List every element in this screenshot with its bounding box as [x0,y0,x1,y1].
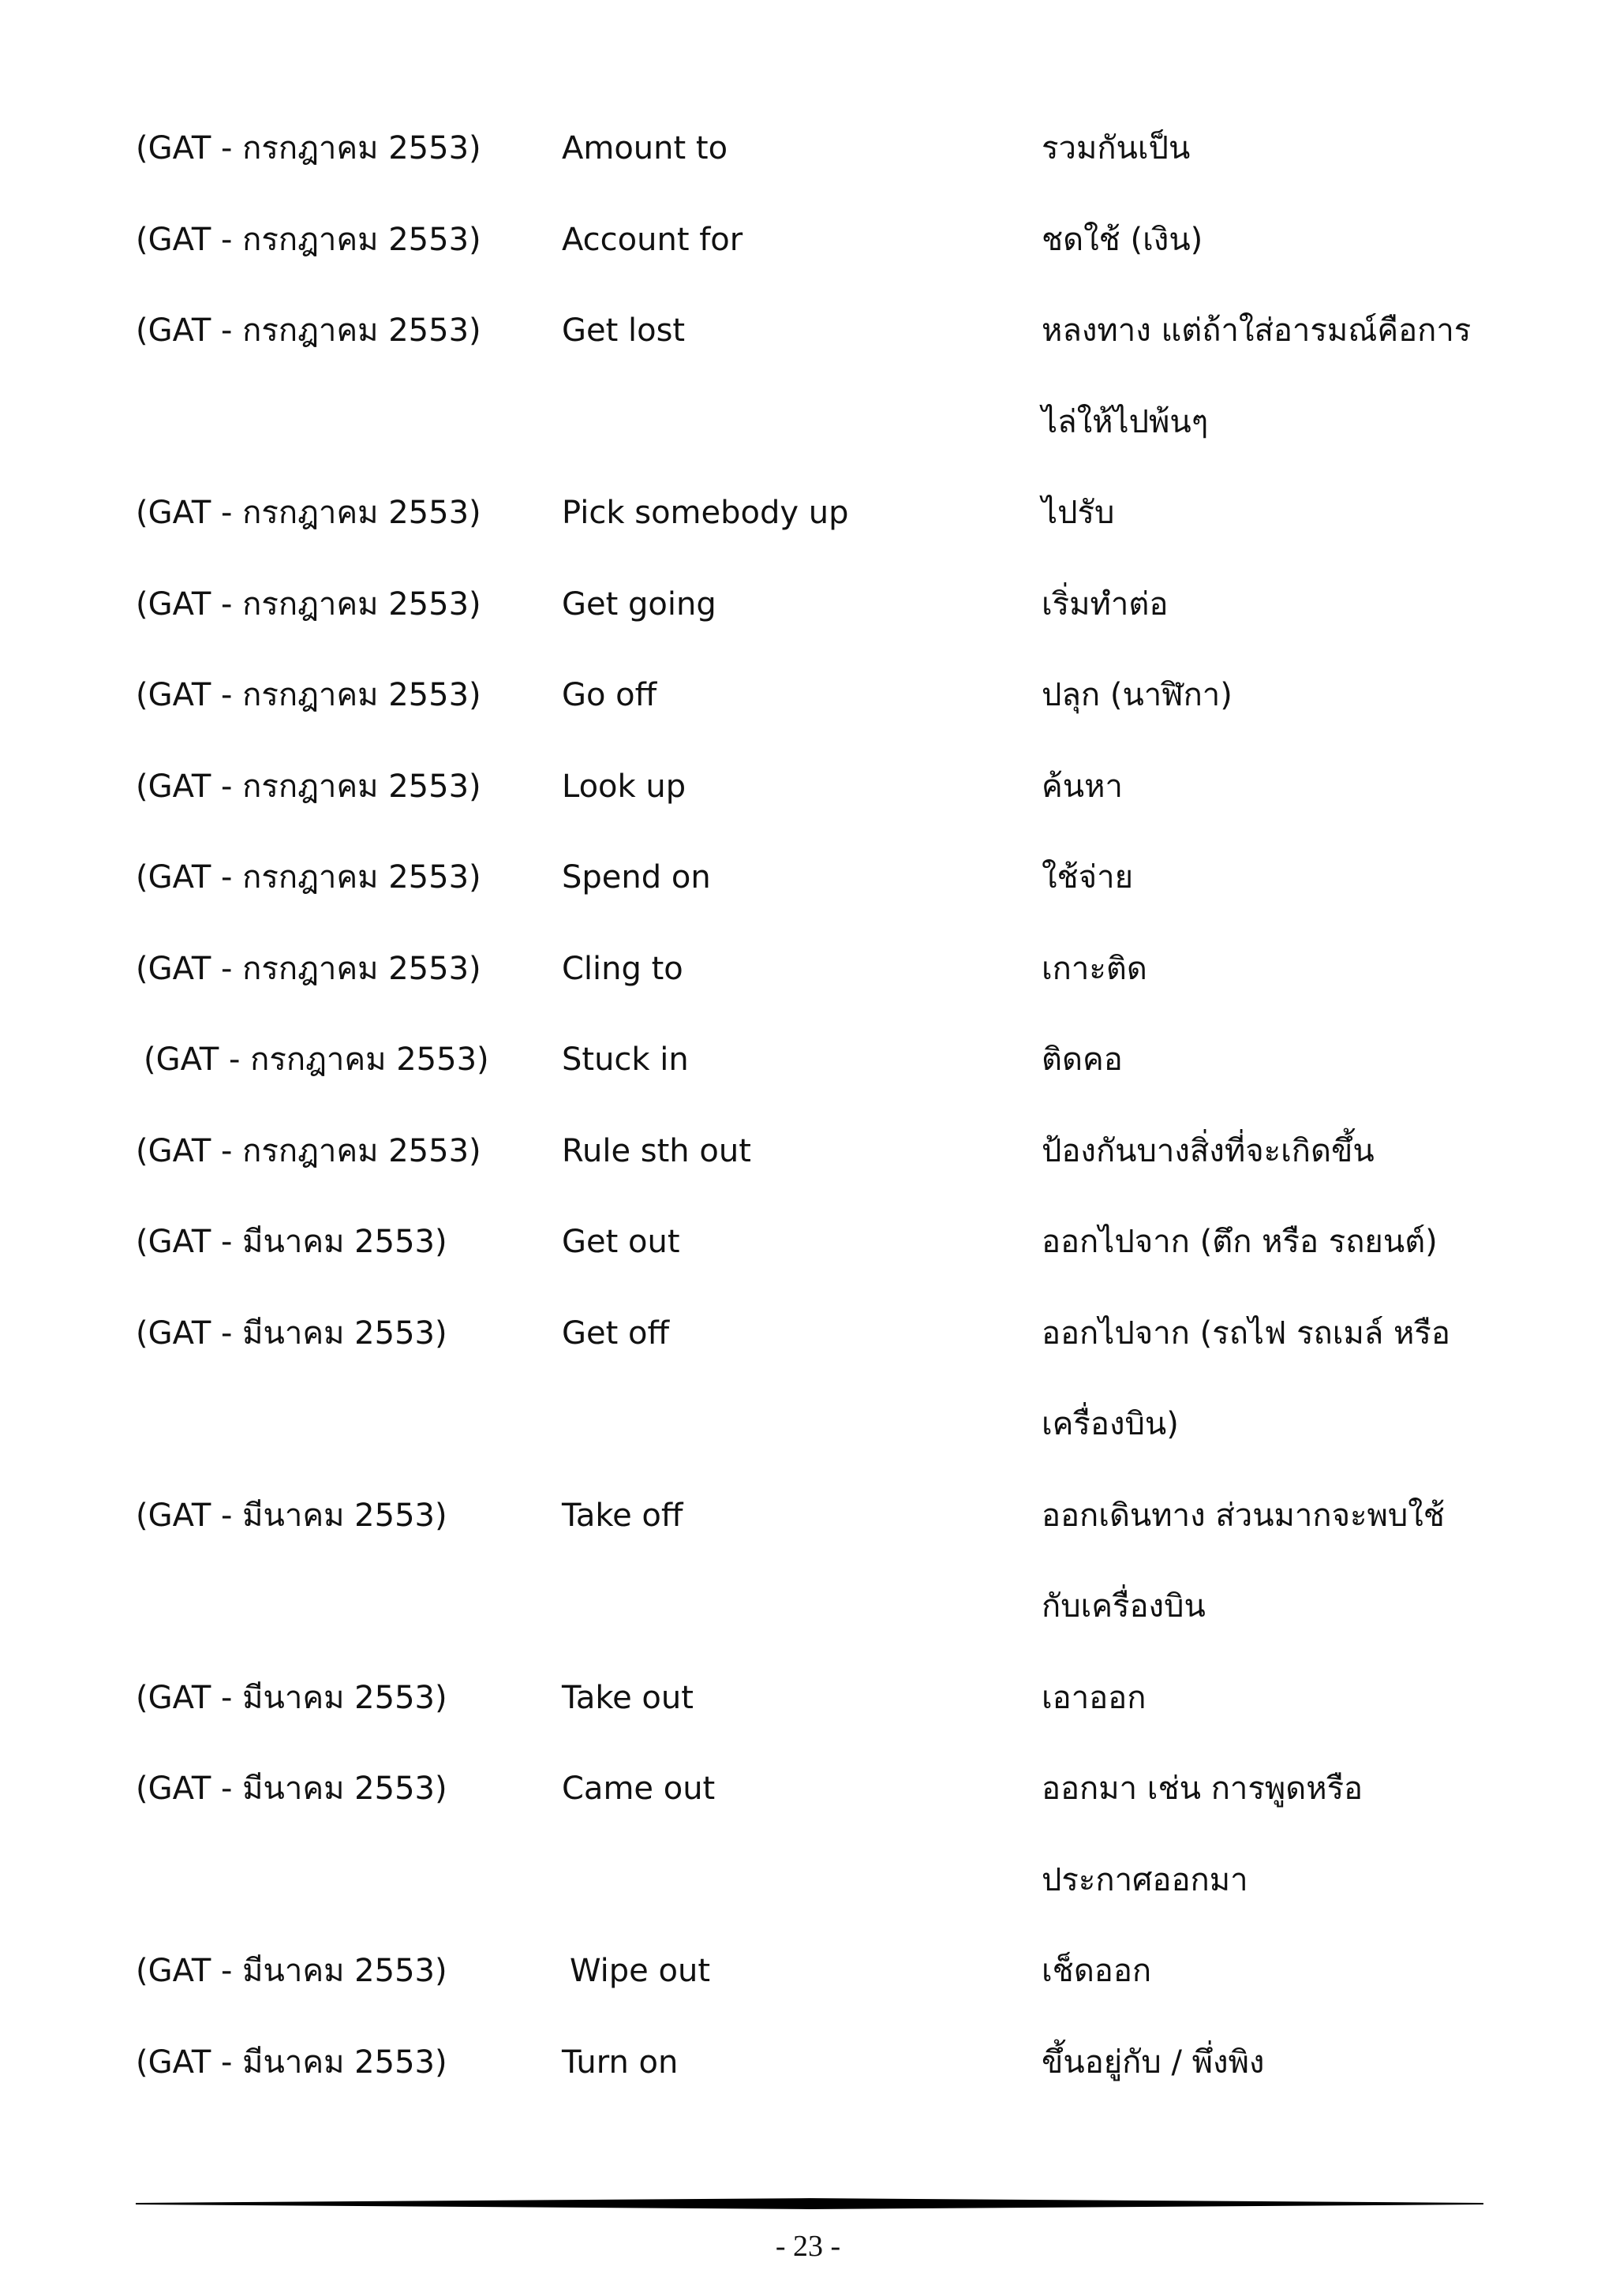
table-row [0,741,1616,832]
entry-source: (GAT - กรกฎาคม 2553) [136,1132,481,1169]
entry-source: (GAT - กรกฎาคม 2553) [136,585,481,623]
entry-phrase: Turn on [562,2044,679,2081]
entry-phrase: Rule sth out [562,1132,751,1169]
page-number: - 23 - [775,2230,841,2263]
table-row [0,1925,1616,2017]
entry-meaning-continuation: ไล่ให้ไปพ้นๆ [1042,403,1209,440]
entry-meaning: ออกเดินทาง ส่วนมากจะพบใช้ [1042,1497,1445,1534]
footer-rule [136,2195,1483,2212]
entry-meaning: เริ่มทำต่อ [1042,585,1169,623]
entry-source: (GAT - มีนาคม 2553) [136,1224,447,1260]
entry-phrase: Take off [562,1497,683,1534]
table-row [0,1105,1616,1197]
entry-meaning: รวมกันเป็น [1042,130,1191,166]
entry-meaning: ออกไปจาก (รถไฟ รถเมล์ หรือ [1042,1314,1450,1352]
entry-meaning: หลงทาง แต่ถ้าใส่อารมณ์คือการ [1042,312,1472,349]
table-row [0,2017,1616,2108]
table-row-continuation [0,376,1616,468]
table-row [0,1014,1616,1105]
entry-source: (GAT - กรกฎาคม 2553) [144,1041,489,1078]
table-row-continuation [0,1378,1616,1470]
entry-phrase: Wipe out [570,1953,711,1989]
entry-source: (GAT - มีนาคม 2553) [136,1497,447,1534]
table-row-continuation [0,1834,1616,1926]
entry-meaning: เช็ดออก [1042,1953,1152,1989]
entry-meaning-continuation: ประกาศออกมา [1042,1861,1248,1898]
table-row [0,285,1616,376]
entry-source: (GAT - กรกฎาคม 2553) [136,130,481,166]
entry-meaning: ออกไปจาก (ตึก หรือ รถยนต์) [1042,1224,1438,1260]
entry-meaning: ติดคอ [1042,1041,1123,1078]
entry-source: (GAT - กรกฎาคม 2553) [136,859,481,896]
table-row [0,923,1616,1015]
entry-phrase: Get going [562,585,716,623]
entry-phrase: Amount to [562,130,728,166]
entry-phrase: Get out [562,1224,680,1260]
entry-phrase: Get lost [562,312,686,349]
entry-phrase: Spend on [562,859,711,896]
table-row [0,1652,1616,1744]
table-row [0,467,1616,559]
table-row [0,194,1616,286]
table-row [0,1743,1616,1834]
entry-source: (GAT - มีนาคม 2553) [136,1679,447,1716]
entry-meaning: ชดใช้ (เงิน) [1042,221,1203,258]
entry-source: (GAT - กรกฎาคม 2553) [136,221,481,258]
entry-meaning-continuation: เครื่องบิน) [1042,1406,1179,1442]
table-row [0,1288,1616,1379]
entry-phrase: Cling to [562,950,683,987]
entry-meaning: เอาออก [1042,1679,1147,1716]
entry-phrase: Account for [562,221,743,258]
table-row [0,1196,1616,1288]
entry-source: (GAT - กรกฎาคม 2553) [136,495,481,531]
entry-source: (GAT - มีนาคม 2553) [136,2044,447,2081]
entry-source: (GAT - มีนาคม 2553) [136,1953,447,1989]
entry-source: (GAT - กรกฎาคม 2553) [136,312,481,349]
entry-phrase: Stuck in [562,1041,689,1078]
entry-source: (GAT - กรกฎาคม 2553) [136,950,481,987]
entry-meaning: ค้นหา [1042,768,1123,805]
entry-phrase: Go off [562,677,657,713]
table-row [0,1470,1616,1561]
entry-meaning: ออกมา เช่น การพูดหรือ [1042,1771,1364,1807]
entry-phrase: Take out [562,1679,694,1716]
table-row [0,103,1616,194]
entry-phrase: Get off [562,1314,670,1352]
entry-source: (GAT - กรกฎาคม 2553) [136,677,481,713]
entry-phrase: Pick somebody up [562,495,849,531]
entry-meaning: ใช้จ่าย [1042,859,1134,896]
entry-meaning: ไปรับ [1042,495,1115,531]
table-row [0,559,1616,650]
entry-phrase: Came out [562,1771,716,1807]
entry-meaning: ป้องกันบางสิ่งที่จะเกิดขึ้น [1042,1132,1375,1169]
table-row-continuation [0,1561,1616,1652]
entry-meaning-continuation: กับเครื่องบิน [1042,1588,1206,1625]
table-row [0,832,1616,923]
table-row [0,649,1616,741]
entry-source: (GAT - กรกฎาคม 2553) [136,768,481,805]
entry-source: (GAT - มีนาคม 2553) [136,1771,447,1807]
entry-meaning: ปลุก (นาฬิกา) [1042,677,1233,713]
entry-meaning: ขึ้นอยู่กับ / พึ่งพิง [1042,2044,1265,2081]
entry-meaning: เกาะติด [1042,950,1147,987]
entry-phrase: Look up [562,768,686,805]
entry-source: (GAT - มีนาคม 2553) [136,1314,447,1352]
